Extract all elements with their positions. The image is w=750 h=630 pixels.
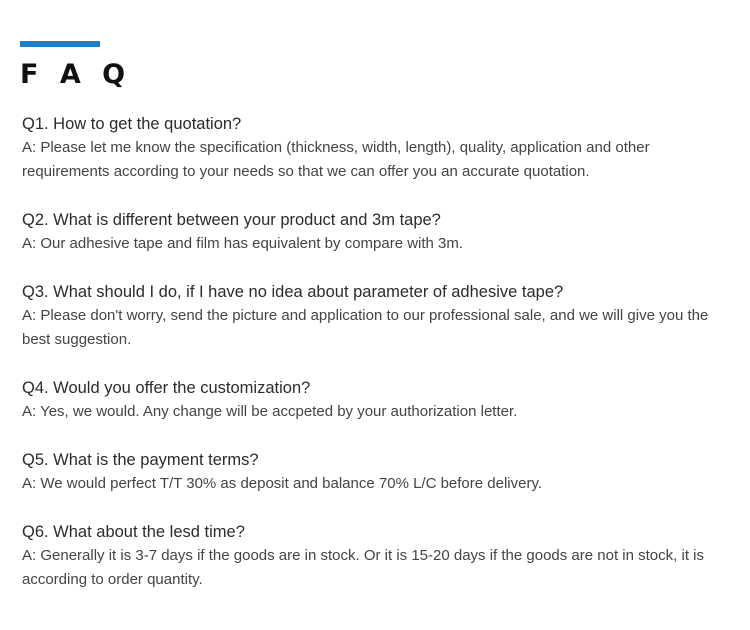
faq-answer: A: Please don't worry, send the picture and application to our professional sale, and we will give you the best suggestion. — [22, 307, 709, 348]
page-title: F A Q — [20, 59, 132, 90]
faq-question: Q4. Would you offer the customization? — [22, 379, 311, 397]
faq-answer: A: We would perfect T/T 30% as deposit and balance 70% L/C before delivery. — [22, 475, 543, 492]
faq-item-3 — [22, 280, 737, 352]
faq-item-1 — [22, 112, 737, 184]
faq-answer: A: Generally it is 3-7 days if the goods are in stock. Or it is 15-20 days if the goods are not in stock, it is according to order quantity. — [22, 547, 704, 588]
faq-item-5 — [22, 448, 737, 496]
faq-question: Q3. What should I do, if I have no idea about parameter of adhesive tape? — [22, 283, 564, 301]
faq-question: Q1. How to get the quotation? — [22, 115, 242, 133]
faq-answer: A: Our adhesive tape and film has equivalent by compare with 3m. — [22, 235, 464, 252]
faq-answer: A: Please let me know the specification (thickness, width, length), quality, application and other requirements according to your needs so that we can offer you an accurate quotation. — [22, 139, 650, 180]
faq-question: Q6. What about the lesd time? — [22, 523, 245, 541]
faq-list — [22, 112, 737, 616]
faq-question: Q2. What is different between your product and 3m tape? — [22, 211, 441, 229]
faq-item-2 — [22, 208, 737, 256]
title-accent-bar — [20, 41, 100, 47]
faq-answer: A: Yes, we would. Any change will be accpeted by your authorization letter. — [22, 403, 518, 420]
faq-question: Q5. What is the payment terms? — [22, 451, 259, 469]
faq-item-6 — [22, 520, 737, 592]
faq-item-4 — [22, 376, 737, 424]
